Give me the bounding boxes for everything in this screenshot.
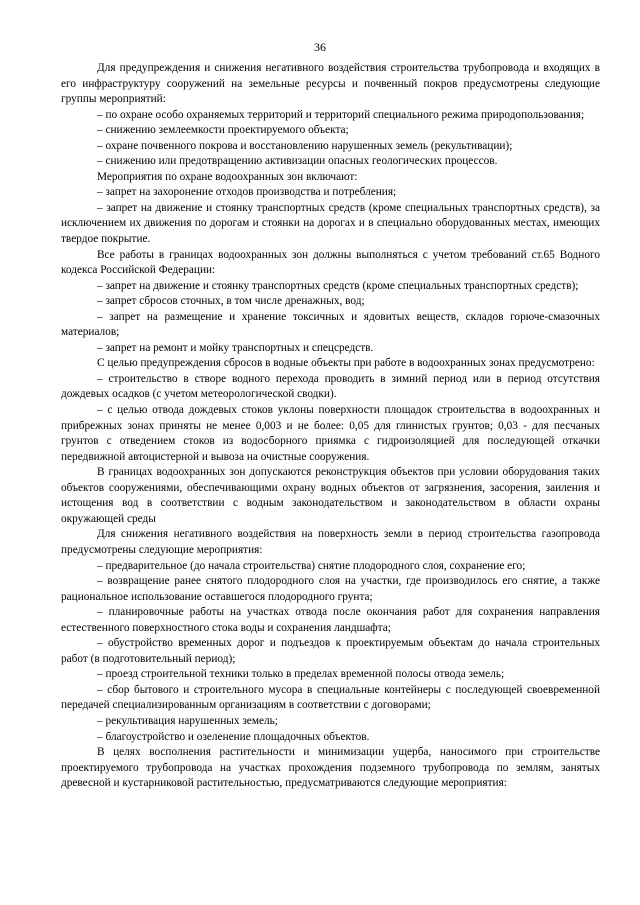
paragraph: Мероприятия по охране водоохранных зон включают: <box>97 170 358 183</box>
list-item: – по охране особо охраняемых территорий и территорий специального режима природопользования; <box>97 108 585 121</box>
list-item: – охране почвенного покрова и восстановлению нарушенных земель (рекультивации); <box>97 139 513 152</box>
list-item: – запрет на размещение и хранение токсичных и ядовитых веществ, складов горюче-смазочных материалов; <box>61 310 600 339</box>
paragraph: Все работы в границах водоохранных зон должны выполняться с учетом требований ст.65 Водного кодекса Российской Федерации: <box>61 248 600 277</box>
list-item: – рекультивация нарушенных земель; <box>97 714 278 727</box>
list-item: – проезд строительной техники только в пределах временной полосы отвода земель; <box>97 668 505 681</box>
list-item: – сбор бытового и строительного мусора в специальные контейнеры с последующей своевременной передачей специализированным организациям в соответствии с договорами; <box>61 683 600 712</box>
list-item: – запрет на движение и стоянку транспортных средств (кроме специальных транспортных средств); <box>97 279 579 292</box>
list-item: – запрет на захоронение отходов производства и потребления; <box>97 186 397 199</box>
list-item: – с целью отвода дождевых стоков уклоны поверхности площадок строительства в водоохранных и прибрежных зонах приняты не менее 0,003 и не более: 0,05 для глинистых грунтов; 0,03 - для песчаных грунтов с отведением стоков из водосборного приямка с гидроизоляцией для последующей откачки передвижной автоцистерной и вывоза на очистные сооружения. <box>61 404 600 463</box>
list-item: – планировочные работы на участках отвода после окончания работ для сохранения направления естественного поверхностного стока воды и сохранения ландшафта; <box>61 606 600 634</box>
list-item: – строительство в створе водного перехода проводить в зимний период или в период отсутствия дождевых осадков (с учетом метеорологической сводки). <box>61 372 600 401</box>
paragraph: С целью предупреждения сбросов в водные объекты при работе в водоохранных зонах предусмотрено: <box>97 357 595 370</box>
list-item: – благоустройство и озеленение площадочных объектов. <box>97 730 370 743</box>
list-item: – запрет на движение и стоянку транспортных средств (кроме специальных транспортных средств), за исключением их движения по дорогам и стоянки на дорогах и в специально оборудованных местах, имеющих твердое покрытие. <box>61 201 600 246</box>
list-item: – обустройство временных дорог и подъездов к проектируемым объектам до начала строительных работ (в подготовительный период); <box>61 637 600 665</box>
paragraph: В границах водоохранных зон допускаются реконструкция объектов при условии оборудования таких объектов сооружениями, обеспечивающими охрану водных объектов от загрязнения, засорения, заиления и истощения вод в соответствии с водным законодательством и законодательством в области охраны окружающей среды <box>61 466 600 525</box>
paragraph: В целях восполнения растительности и минимизации ущерба, наносимого при строительстве проектируемого трубопровода на участках прохождения подземного трубопровода по землям, занятых древесной и кустарниковой растительностью, предусматриваются следующие мероприятия: <box>61 746 600 790</box>
list-item: – снижению землеемкости проектируемого объекта; <box>97 124 349 137</box>
paragraph: Для предупреждения и снижения негативного воздействия строительства трубопровода и входящих в его инфраструктуру сооружений на земельные ресурсы и почвенный покров предусмотрены следующие группы мероприятий: <box>61 62 600 106</box>
page-body <box>61 61 600 792</box>
list-item: – запрет на ремонт и мойку транспортных и спецсредств. <box>97 341 374 354</box>
page-number: 36 <box>314 40 326 54</box>
list-item: – запрет сбросов сточных, в том числе дренажных, вод; <box>97 295 365 308</box>
list-item: – предварительное (до начала строительства) снятие плодородного слоя, сохранение его; <box>97 559 526 572</box>
paragraph: Для снижения негативного воздействия на поверхность земли в период строительства газопровода предусмотрены следующие мероприятия: <box>61 528 600 556</box>
list-item: – снижению или предотвращению активизации опасных геологических процессов. <box>97 155 498 168</box>
list-item: – возвращение ранее снятого плодородного слоя на участки, где производилось его снятие, а также рациональное использование оставшегося плодородного грунта; <box>61 575 600 603</box>
